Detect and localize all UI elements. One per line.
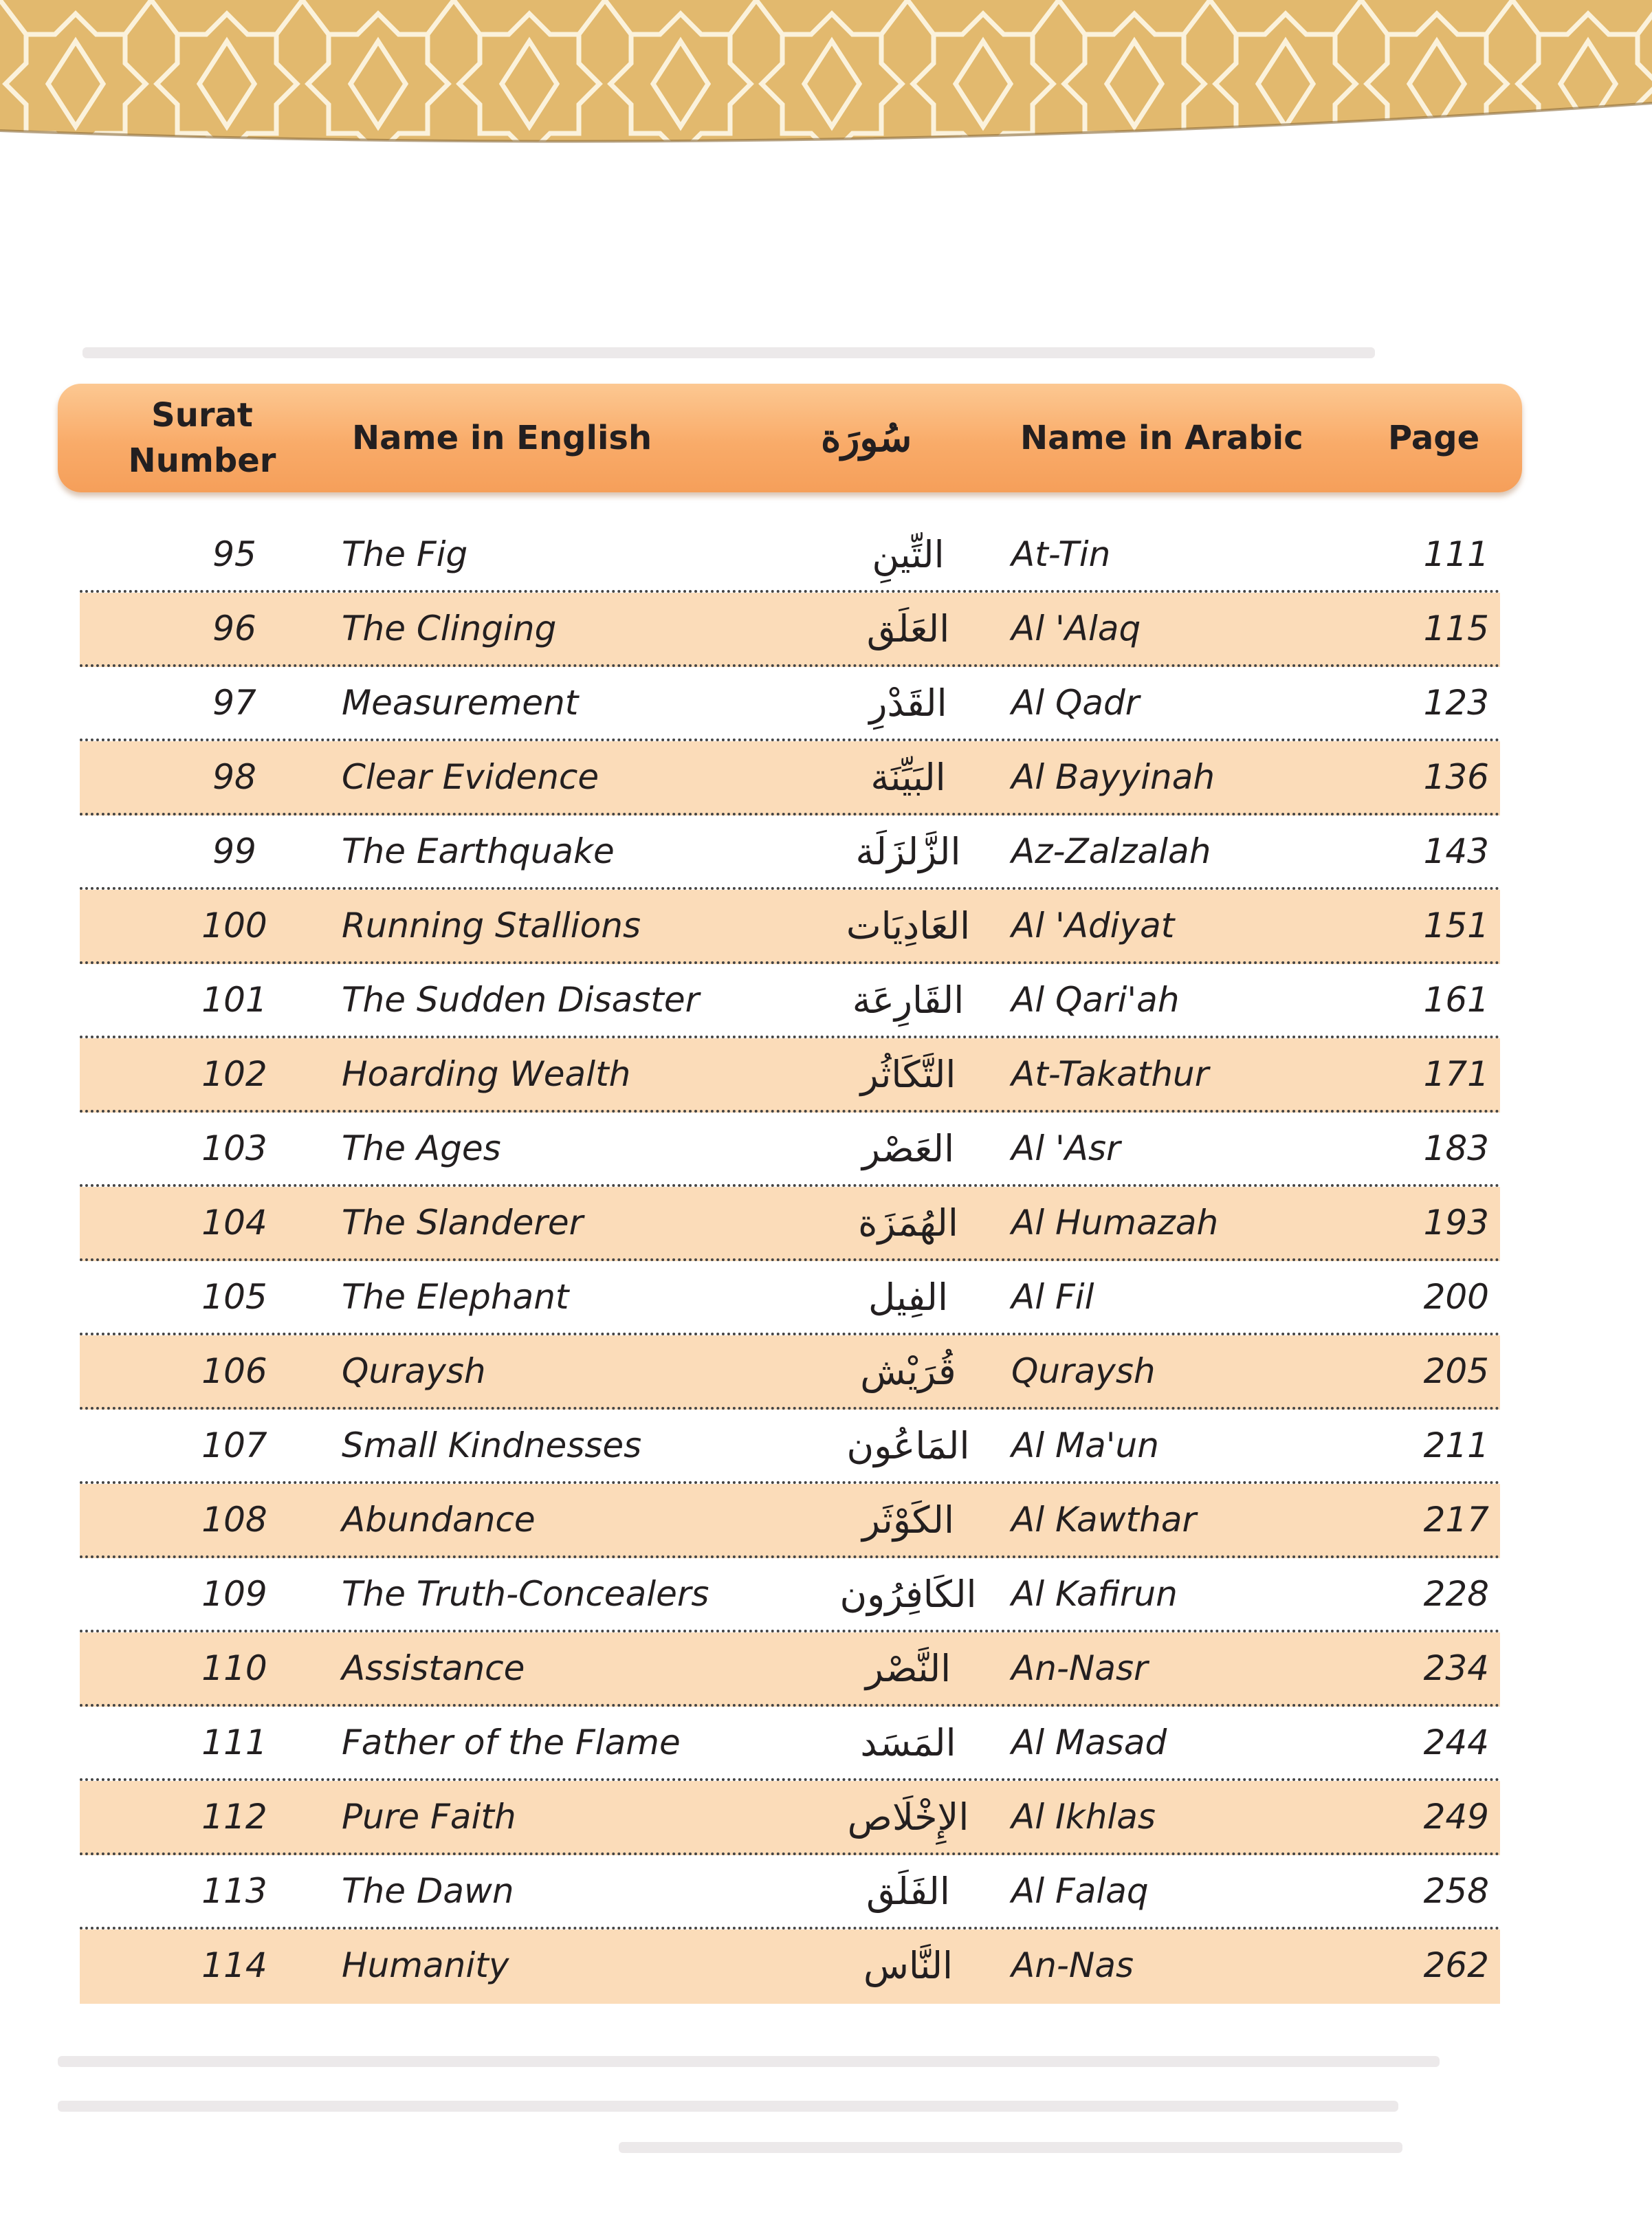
surah-page-number: 228: [1423, 1574, 1489, 1614]
surah-page-number: 151: [1423, 906, 1489, 945]
table-row: [80, 1410, 1500, 1484]
surah-number: 97: [212, 683, 256, 723]
surah-name-english: The Clinging: [342, 609, 557, 648]
surah-name-english: Humanity: [342, 1945, 509, 1985]
surah-name-arabic-script: العَلَق: [866, 606, 950, 651]
table-row: [80, 1335, 1500, 1410]
surah-name-transliteration: Al 'Adiyat: [1011, 906, 1175, 945]
header-name-english: Name in English: [352, 419, 652, 457]
table-row: [80, 1707, 1500, 1781]
surah-name-arabic-script: الهُمَزَة: [858, 1201, 958, 1245]
surah-name-arabic-script: البَيِّنَة: [870, 755, 946, 799]
surah-number: 107: [201, 1425, 267, 1465]
surah-name-arabic-script: العَصْر: [861, 1126, 955, 1170]
surah-name-transliteration: Al Masad: [1011, 1723, 1167, 1762]
surah-page-number: 115: [1423, 609, 1489, 648]
surah-page-number: 171: [1423, 1054, 1489, 1094]
surah-number: 111: [201, 1723, 267, 1762]
surah-page-number: 183: [1423, 1128, 1489, 1168]
surah-name-transliteration: Al Ikhlas: [1011, 1797, 1156, 1837]
surah-name-english: The Fig: [342, 534, 468, 574]
surah-name-english: The Elephant: [342, 1277, 569, 1317]
surah-number: 105: [201, 1277, 267, 1317]
surah-name-arabic-script: الفِيل: [868, 1275, 948, 1319]
surah-number: 96: [212, 609, 256, 648]
surah-page-number: 244: [1423, 1723, 1489, 1762]
surah-page-number: 205: [1423, 1351, 1489, 1391]
surah-page-number: 258: [1423, 1871, 1489, 1911]
surah-name-english: The Ages: [342, 1128, 501, 1168]
table-row: [80, 667, 1500, 741]
table-row: [80, 890, 1500, 964]
surah-page-number: 217: [1423, 1500, 1489, 1540]
table-row: [80, 1855, 1500, 1930]
surah-name-arabic-script: النَّصْر: [865, 1646, 951, 1690]
surah-name-english: The Slanderer: [342, 1203, 584, 1243]
surah-name-english: Father of the Flame: [342, 1723, 681, 1762]
surah-name-arabic-script: المَسَد: [860, 1720, 956, 1764]
surah-number: 102: [201, 1054, 267, 1094]
surah-name-transliteration: Al Kawthar: [1011, 1500, 1197, 1540]
surah-name-transliteration: Al 'Alaq: [1011, 609, 1141, 648]
surah-name-transliteration: Az-Zalzalah: [1011, 831, 1211, 871]
surah-name-arabic-script: قُرَيْش: [860, 1349, 956, 1393]
surah-name-transliteration: Quraysh: [1011, 1351, 1156, 1391]
surah-name-transliteration: At-Takathur: [1011, 1054, 1209, 1094]
surah-name-english: The Earthquake: [342, 831, 615, 871]
surah-page-number: 136: [1423, 757, 1489, 797]
header-page: Page: [1388, 419, 1480, 457]
surah-number: 108: [201, 1500, 267, 1540]
surah-name-arabic-script: الكَافِرُون: [839, 1572, 977, 1616]
surah-name-arabic-script: العَادِيَات: [846, 904, 971, 948]
table-row: [80, 1187, 1500, 1261]
surah-page-number: 234: [1423, 1648, 1489, 1688]
surah-number: 100: [201, 906, 267, 945]
surah-name-transliteration: Al Bayyinah: [1011, 757, 1215, 797]
surah-number: 106: [201, 1351, 267, 1391]
surah-name-transliteration: An-Nas: [1011, 1945, 1134, 1985]
header-surah-arabic-word: سُورَة: [821, 415, 912, 461]
surah-name-arabic-script: المَاعُون: [846, 1423, 970, 1467]
surah-name-transliteration: Al Qadr: [1011, 683, 1140, 723]
surah-name-transliteration: An-Nasr: [1011, 1648, 1148, 1688]
surah-page-number: 143: [1423, 831, 1489, 871]
surah-page-number: 249: [1423, 1797, 1489, 1837]
surah-number: 110: [201, 1648, 267, 1688]
surah-name-arabic-script: التَّكَاثُر: [860, 1052, 956, 1096]
surah-number: 114: [201, 1945, 267, 1985]
surah-page-number: 111: [1423, 534, 1489, 574]
surah-name-english: The Sudden Disaster: [342, 980, 700, 1020]
banner-curve: [0, 0, 1652, 158]
surah-page-number: 200: [1423, 1277, 1489, 1317]
surah-name-english: Abundance: [342, 1500, 536, 1540]
surah-name-english: Measurement: [342, 683, 579, 723]
surah-name-transliteration: Al Humazah: [1011, 1203, 1219, 1243]
table-row: [80, 1484, 1500, 1558]
surah-name-transliteration: Al 'Asr: [1011, 1128, 1121, 1168]
surah-number: 113: [201, 1871, 267, 1911]
surah-name-arabic-script: الكَوْثَر: [862, 1498, 954, 1542]
table-row: [80, 1038, 1500, 1113]
surah-name-english: Clear Evidence: [342, 757, 599, 797]
surah-name-english: The Truth-Concealers: [342, 1574, 709, 1614]
surah-name-transliteration: Al Ma'un: [1011, 1425, 1159, 1465]
surah-name-arabic-script: النَّاس: [863, 1943, 954, 1987]
surah-index-table: [58, 384, 1522, 1987]
surah-name-english: Assistance: [342, 1648, 525, 1688]
table-row: [80, 964, 1500, 1038]
table-header: [58, 384, 1522, 492]
table-row: [80, 1781, 1500, 1855]
table-row: [80, 1113, 1500, 1187]
table-row: [80, 1261, 1500, 1335]
surah-page-number: 123: [1423, 683, 1489, 723]
surah-page-number: 161: [1423, 980, 1489, 1020]
surah-number: 98: [212, 757, 256, 797]
surah-number: 109: [201, 1574, 267, 1614]
surah-number: 101: [201, 980, 267, 1020]
surah-name-transliteration: Al Kafirun: [1011, 1574, 1178, 1614]
table-row: [80, 1632, 1500, 1707]
table-row: [80, 1558, 1500, 1632]
surah-name-transliteration: Al Qari'ah: [1011, 980, 1180, 1020]
surah-name-arabic-script: التِّينِ: [872, 532, 945, 576]
surah-name-arabic-script: الزَّلزَلَة: [855, 829, 961, 873]
table-row: [80, 518, 1500, 593]
table-body: [80, 518, 1500, 2004]
surah-number: 103: [201, 1128, 267, 1168]
surah-name-transliteration: Al Fil: [1011, 1277, 1094, 1317]
surah-page-number: 193: [1423, 1203, 1489, 1243]
surah-name-arabic-script: الفَلَق: [866, 1869, 950, 1913]
table-row: [80, 816, 1500, 890]
surah-name-arabic-script: القَارِعَة: [852, 978, 965, 1022]
surah-page-number: 211: [1423, 1425, 1489, 1465]
surah-number: 104: [201, 1203, 267, 1243]
surah-name-english: The Dawn: [342, 1871, 514, 1911]
surah-name-arabic-script: الإِخْلَاص: [847, 1795, 969, 1839]
table-row: [80, 593, 1500, 667]
header-surat-number: Surat Number: [128, 396, 276, 480]
surah-name-english: Pure Faith: [342, 1797, 516, 1837]
decorative-banner: [0, 0, 1652, 158]
table-row: [80, 1930, 1500, 2004]
surah-name-english: Quraysh: [342, 1351, 486, 1391]
surah-number: 112: [201, 1797, 267, 1837]
surah-name-english: Running Stallions: [342, 906, 641, 945]
surah-number: 95: [212, 534, 256, 574]
surah-name-arabic-script: القَدْرِ: [869, 681, 947, 725]
table-row: [80, 741, 1500, 816]
surah-number: 99: [212, 831, 256, 871]
surah-name-english: Hoarding Wealth: [342, 1054, 631, 1094]
surah-page-number: 262: [1423, 1945, 1489, 1985]
header-name-arabic: Name in Arabic: [1020, 419, 1303, 457]
surah-name-english: Small Kindnesses: [342, 1425, 642, 1465]
surah-name-transliteration: Al Falaq: [1011, 1871, 1149, 1911]
surah-name-transliteration: At-Tin: [1011, 534, 1111, 574]
